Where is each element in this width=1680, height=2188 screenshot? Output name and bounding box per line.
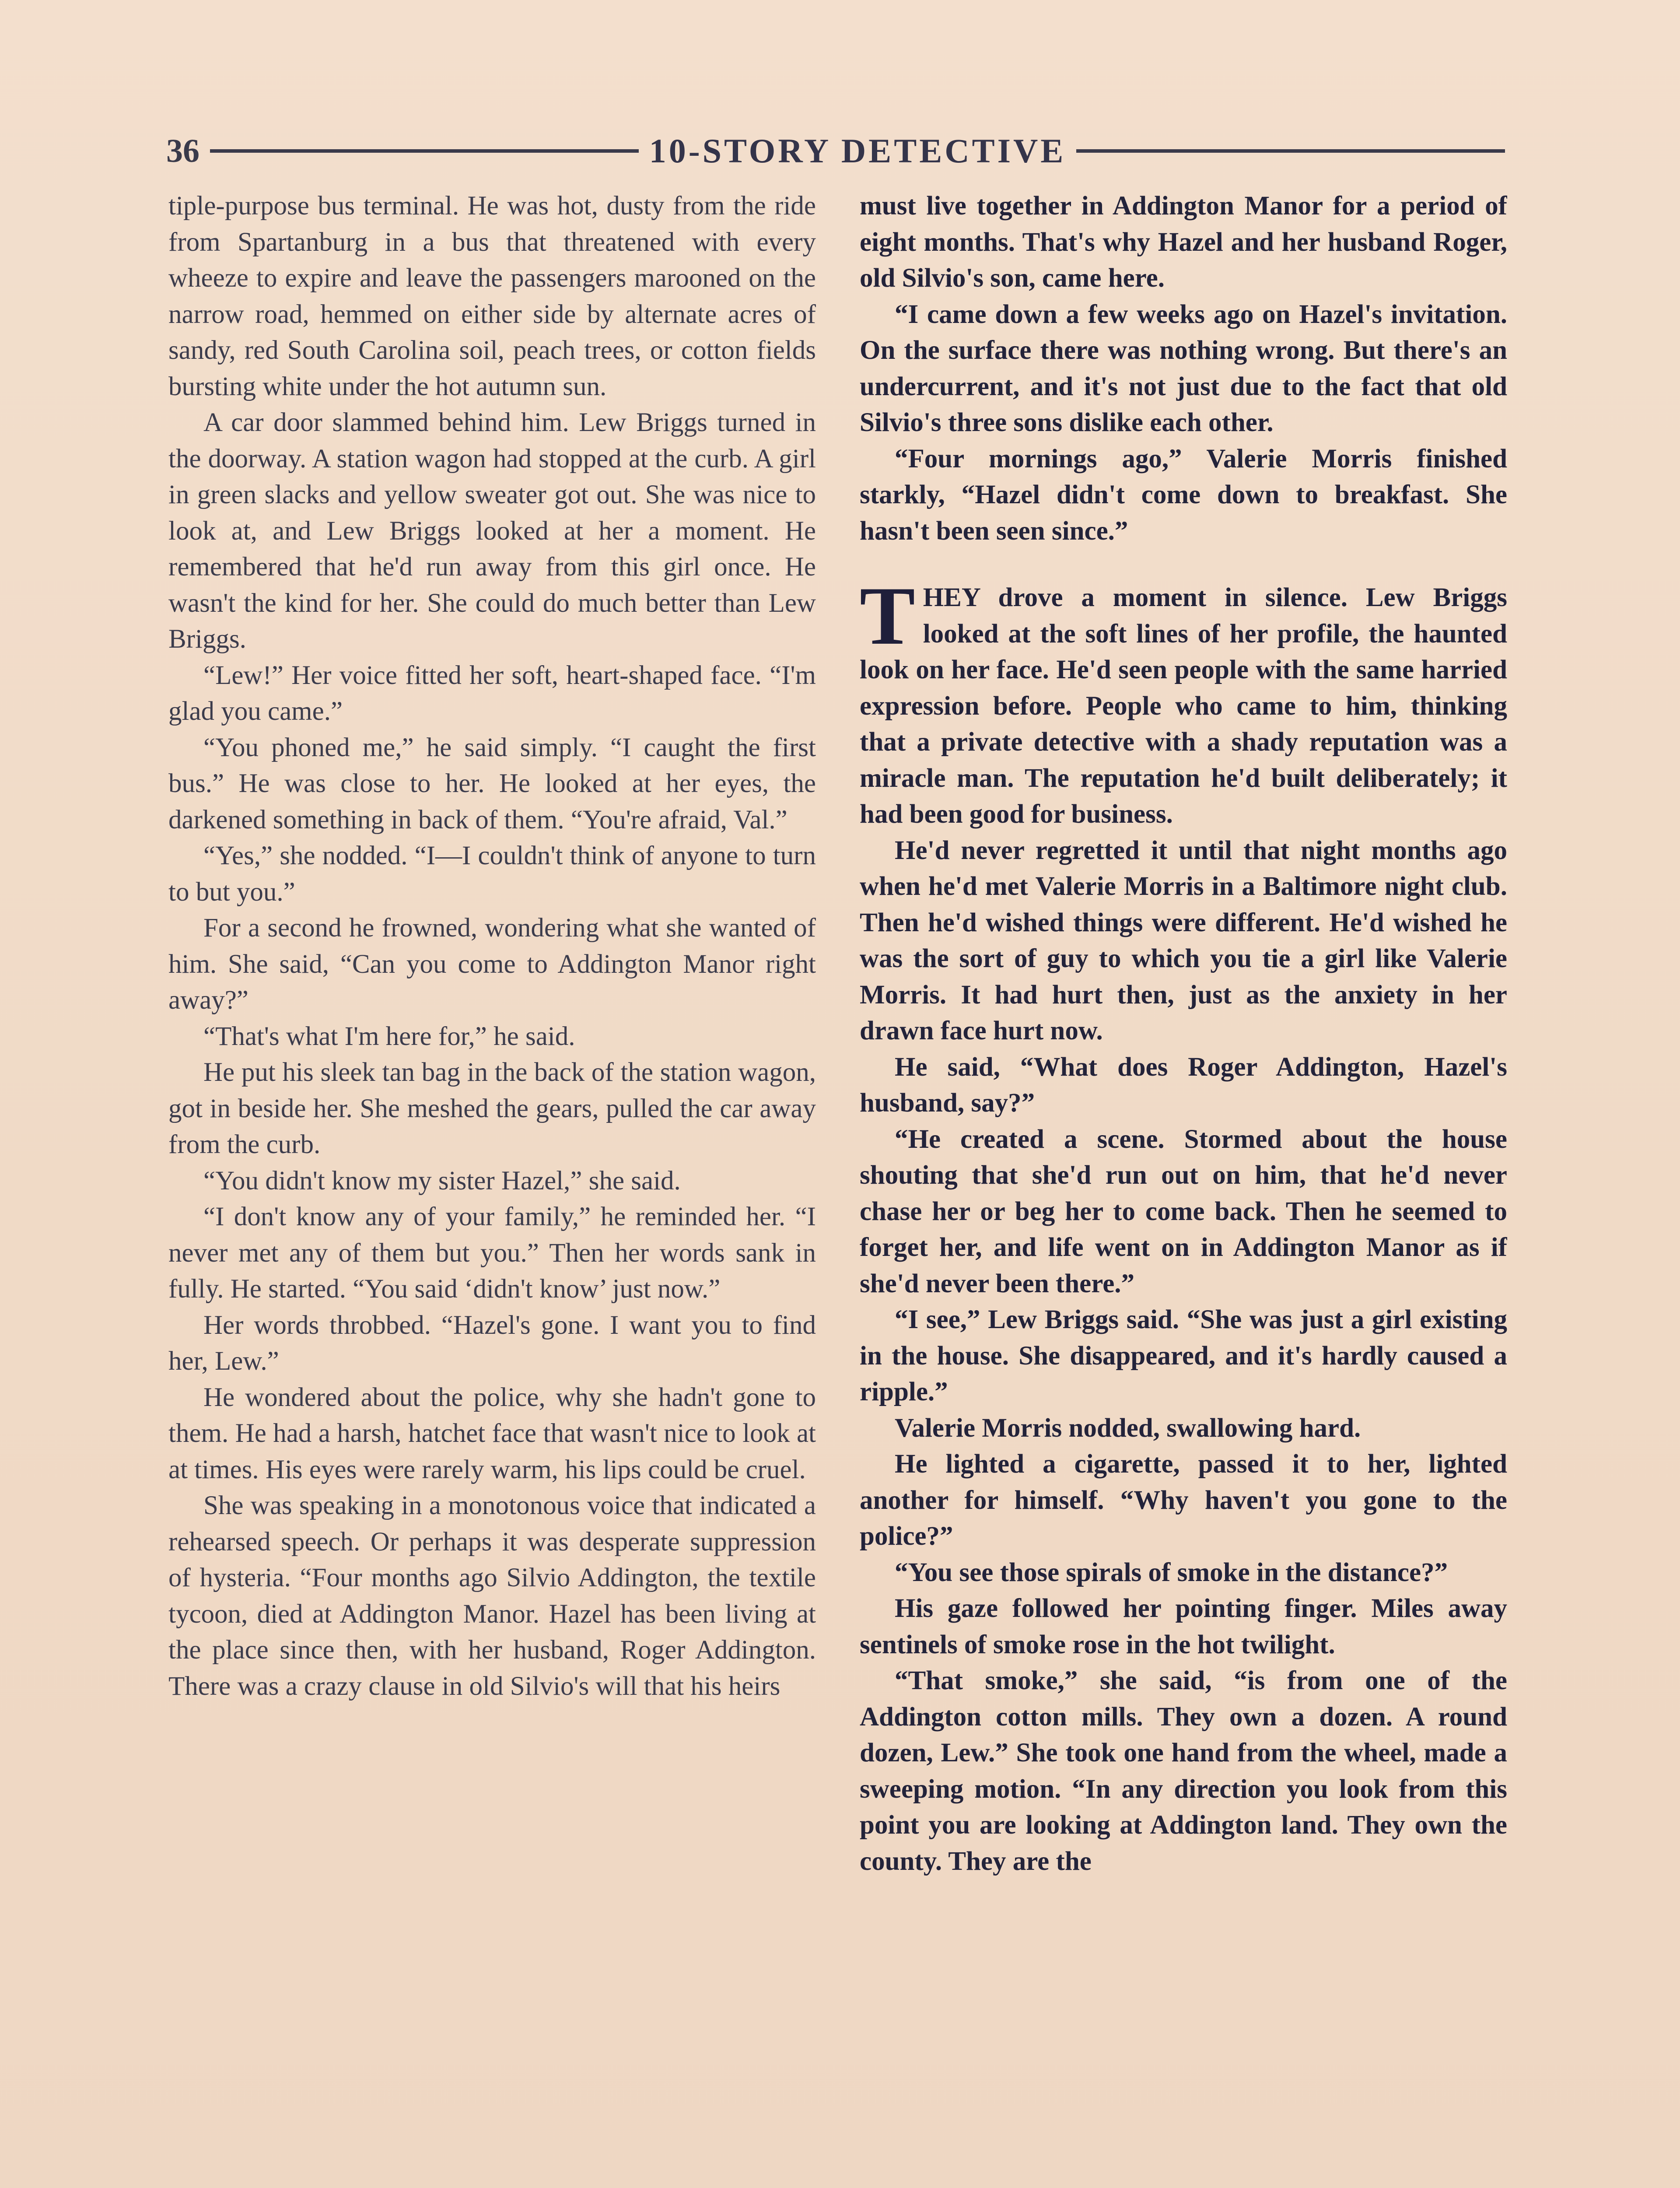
paragraph: “That smoke,” she said, “is from one of the Addington cotton mills. They own a dozen. A round dozen, Lew.” She took one hand from the wheel, made a sweeping motion. “In any direction you look from this point you are looking at Addington land. They own the county. They are the xyxy=(860,1666,1507,1876)
paragraph: “I see,” Lew Briggs said. “She was just a girl existing in the house. She disappeared, and it's hardly caused a ripple.” xyxy=(860,1305,1507,1406)
paragraph: A car door slammed behind him. Lew Briggs turned in the doorway. A station wagon had stopped at the curb. A girl in green slacks and yellow sweater got out. She was nice to look at, and Lew Briggs looked at her a moment. He remembered that he'd run away from this girl once. He wasn't the kind for her. She could do much better than Lew Briggs. xyxy=(168,408,816,654)
paragraph: “You see those spirals of smoke in the distance?” xyxy=(895,1557,1448,1587)
right-column xyxy=(860,188,1507,2188)
paragraph: “Lew!” Her voice fitted her soft, heart-shaped face. “I'm glad you came.” xyxy=(168,660,816,726)
paragraph: He lighted a cigarette, passed it to her, lighted another for himself. “Why haven't you gone to the police?” xyxy=(860,1449,1507,1551)
paragraph: “Yes,” she nodded. “I—I couldn't think of anyone to turn to but you.” xyxy=(168,841,816,907)
paragraph: “Four mornings ago,” Valerie Morris finished starkly, “Hazel didn't come down to breakfast. She hasn't been seen since.” xyxy=(860,444,1507,546)
paragraph: Valerie Morris nodded, swallowing hard. xyxy=(895,1413,1361,1443)
header-rule-left xyxy=(210,149,639,153)
paragraph: His gaze followed her pointing finger. Miles away sentinels of smoke rose in the hot twilight. xyxy=(860,1594,1507,1659)
paragraph: For a second he frowned, wondering what she wanted of him. She said, “Can you come to Addington Manor right away?” xyxy=(168,913,816,1015)
paragraph: tiple-purpose bus terminal. He was hot, dusty from the ride from Spartanburg in a bus that threatened with every wheeze to expire and leave the passengers marooned on the narrow road, hemmed on either side by alternate acres of sandy, red South Carolina soil, peach trees, or cotton fields bursting white under the hot autumn sun. xyxy=(168,191,816,401)
paragraph: He said, “What does Roger Addington, Hazel's husband, say?” xyxy=(860,1052,1507,1118)
paragraph: He put his sleek tan bag in the back of the station wagon, got in beside her. She meshed the gears, pulled the car away from the curb. xyxy=(168,1058,816,1159)
drop-cap: T xyxy=(860,570,915,662)
paragraph: “I don't know any of your family,” he reminded her. “I never met any of them but you.” Then her words sank in fully. He started. “You said ‘didn't know’ just now.” xyxy=(168,1202,816,1304)
page-header xyxy=(166,127,1505,175)
paragraph: She was speaking in a monotonous voice that indicated a rehearsed speech. Or perhaps it was desperate suppression of hysteria. “Four months ago Silvio Addington, the textile tycoon, died at Addington Manor. Hazel has been living at the place since then, with her husband, Roger Addington. There was a crazy clause in old Silvio's will that his heirs xyxy=(168,1491,816,1701)
paragraph: “He created a scene. Stormed about the house shouting that she'd run out on him, that he'd never chase her or beg her to come back. Then he seemed to forget her, and life went on in Addington Manor as if she'd never been there.” xyxy=(860,1124,1507,1298)
paragraph: “I came down a few weeks ago on Hazel's invitation. On the surface there was nothing wrong. But there's an undercurrent, and it's not just due to the fact that old Silvio's three sons dislike each other. xyxy=(860,299,1507,437)
paragraph: must live together in Addington Manor for a period of eight months. That's why Hazel and her husband Roger, old Silvio's son, came here. xyxy=(860,191,1507,293)
paragraph: “You phoned me,” he said simply. “I caught the first bus.” He was close to her. He looked at her eyes, the darkened something in back of them. “You're afraid, Val.” xyxy=(168,733,816,835)
text-columns xyxy=(168,188,1507,2188)
paragraph: He wondered about the police, why she hadn't gone to them. He had a harsh, hatchet face that wasn't nice to look at at times. His eyes were rarely warm, his lips could be cruel. xyxy=(168,1382,816,1484)
paragraph: He'd never regretted it until that night months ago when he'd met Valerie Morris in a Baltimore night club. Then he'd wished things were different. He'd wished he was the sort of guy to which you tie a girl like Valerie Morris. It had hurt then, just as the anxiety in her drawn face hurt now. xyxy=(860,835,1507,1045)
header-rule-right xyxy=(1076,149,1505,153)
paragraph: “You didn't know my sister Hazel,” she said. xyxy=(203,1166,681,1196)
magazine-title: 10-STORY DETECTIVE xyxy=(649,132,1066,170)
left-column xyxy=(168,188,816,2188)
section-opening-paragraph xyxy=(860,570,1507,833)
section-opening-text: HEY drove a moment in silence. Lew Briggs looked at the soft lines of her profile, the haunted look on her face. He'd seen people with the same harried expression before. People who came to him, thinking that a private detective with a shady reputation was a miracle man. The reputation he'd built deliberately; it had been good for business. xyxy=(860,583,1507,829)
paragraph: “That's what I'm here for,” he said. xyxy=(203,1021,575,1051)
paragraph: Her words throbbed. “Hazel's gone. I want you to find her, Lew.” xyxy=(168,1310,816,1376)
page-number: 36 xyxy=(166,132,200,169)
